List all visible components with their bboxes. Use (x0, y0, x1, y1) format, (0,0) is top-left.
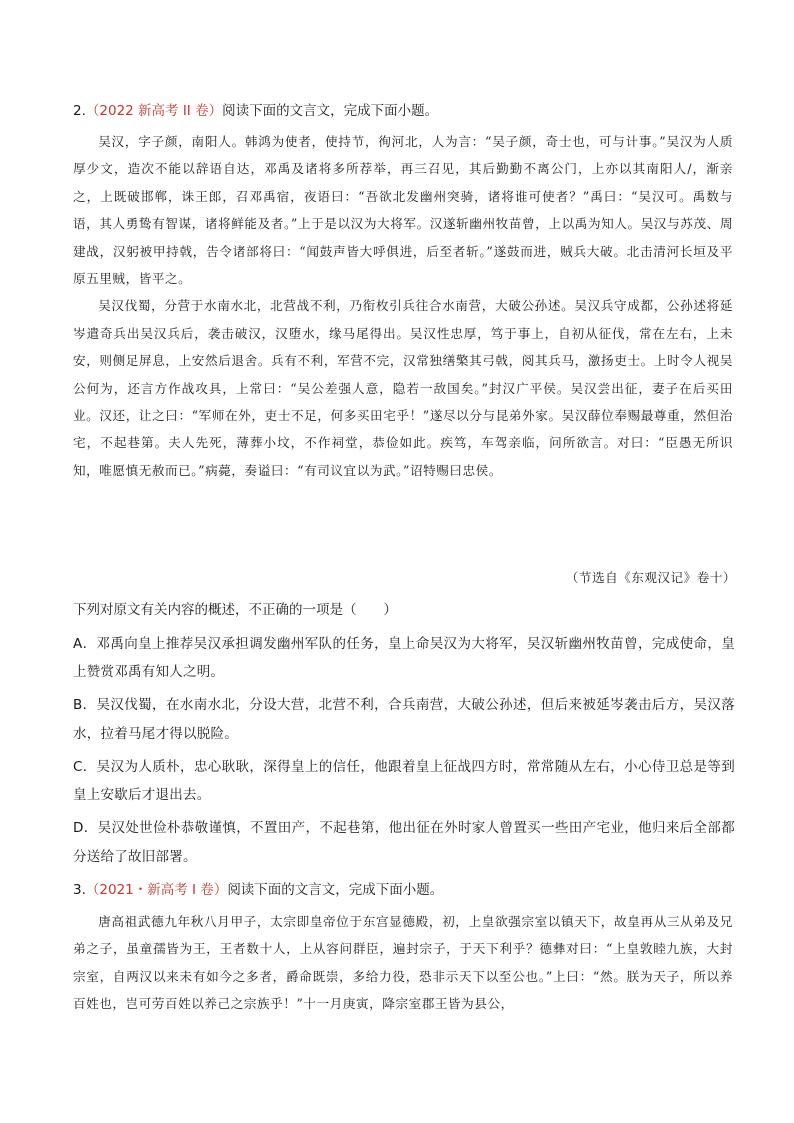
passage-paragraph: 吴汉伐蜀，分营于水南水北，北营战不利，乃衔枚引兵往合水南营，大破公孙述。吴汉兵守成都，公孙述将延岑遣奇兵出吴汉兵后，袭击破汉，汉堕水，缘马尾得出。吴汉性忠厚，笃于事上，自初从征伐，常在左右，上未安，则侧足屏息，上安然后退舍。兵有不利，军营不完，汉常独缮檠其弓戟，阅其兵马，激扬吏士。上时令人视吴公何为，还言方作战攻具，上常曰：“吴公差强人意，隐若一敌国矣。”封汉广平侯。吴汉尝出征，妻子在后买田业。汉还，让之曰：“军师在外，吏士不足，何多买田宅乎！”遂尽以分与昆弟外家。吴汉薛位奉赐最尊重，然但治宅，不起巷第。夫人先死，薄葬小坟，不作祠堂，恭俭如此。疾笃，车驾亲临，问所欲言。对曰：“臣愚无所识知，唯愿慎无赦而已。”病薨，奏谥曰：“有司议宜以为武。”诏特赐曰忠侯。 (73, 298, 733, 478)
question-2-header (73, 101, 438, 121)
classical-passage-wu-han (73, 128, 733, 484)
exam-source-tag: （2022 新高考 II 卷） (85, 103, 223, 119)
question-3-header (73, 880, 443, 900)
passage-attribution: （节选自《东观汉记》卷十） (565, 570, 736, 585)
answer-options (73, 630, 735, 876)
question-number: 2. (73, 103, 86, 119)
question-instruction: 阅读下面的文言文，完成下面小题。 (222, 103, 439, 119)
option-c[interactable]: C．吴汉为人质朴，忠心耿耿，深得皇上的信任，他跟着皇上征战四方时，常常随从左右，小心侍卫总是等到皇上安歇后才退出去。 (73, 758, 735, 804)
passage-paragraph: 唐高祖武德九年秋八月甲子，太宗即皇帝位于东宫显德殿，初，上皇欲强宗室以镇天下，故皇再从三从弟及兄弟之子，虽童孺皆为王，王者数十人，上从容问群臣，遍封宗子，于天下利乎？德彝对曰：“上皇敦睦九族，大封宗室，自两汉以来未有如今之多者，爵命既崇，多给力役，恐非示天下以至公也。”上曰：“然。朕为天子，所以养百姓也，岂可劳百姓以养己之宗族乎！”十一月庚寅，降宗室郡王皆为县公， (73, 914, 733, 1012)
question-instruction: 阅读下面的文言文，完成下面小题。 (227, 882, 444, 898)
question-stem: 下列对原文有关内容的概述，不正确的一项是（ ） (73, 602, 397, 618)
classical-passage-tang (73, 908, 733, 1018)
passage-paragraph: 吴汉，字子颜，南阳人。韩鸿为使者，使持节，徇河北，人为言：“吴子颜，奇士也，可与计事。”吴汉为人质厚少文，造次不能以辞语自达，邓禹及诸将多所荐举，再三召见，其后勤勤不离公门，上亦以其南阳人/，渐亲之，上既破邯郸，诛王郎，召邓禹宿，夜语曰：“吾欲北发幽州突骑，诸将谁可使者？”禹曰：“吴汉可。禹数与语，其人勇鸷有智谋，诸将鲜能及者。”上于是以汉为大将军。汉遂斩幽州牧苗曾，上以禹为知人。吴汉与苏茂、周建战，汉躬被甲持戟，告令诸部将曰：“闻鼓声皆大呼俱进，后至者斩。”遂鼓而进，贼兵大破。北击清河长垣及平原五里贼，皆平之。 (73, 134, 733, 287)
question-number: 3. (73, 882, 86, 898)
exam-source-tag: （2021・新高考 I 卷） (85, 882, 228, 898)
option-a[interactable]: A．邓禹向皇上推荐吴汉承担调发幽州军队的任务，皇上命吴汉为大将军，吴汉斩幽州牧苗曾，完成使命，皇上赞赏邓禹有知人之明。 (73, 636, 735, 681)
option-b[interactable]: B．吴汉伐蜀，在水南水北，分设大营，北营不利，合兵南营，大破公孙述，但后来被延岑袭击后方，吴汉落水，拉着马尾才得以脱险。 (73, 697, 735, 742)
option-d[interactable]: D．吴汉处世俭朴恭敬谨慎，不置田产，不起巷第，他出征在外时家人曾置买一些田产宅业，他归来后全部都分送给了故旧部署。 (73, 820, 735, 865)
